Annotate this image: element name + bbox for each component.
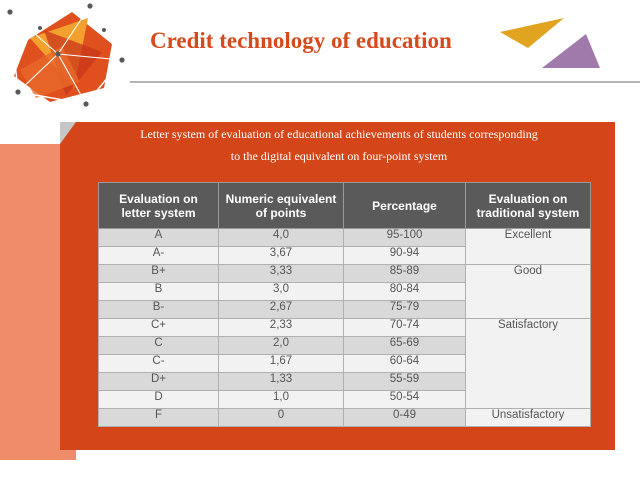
header-letter: Evaluation on letter system [99,183,219,229]
cell-percentage: 95-100 [344,229,466,247]
cell-percentage: 75-79 [344,301,466,319]
triangles-decoration-icon [500,16,604,74]
cell-percentage: 60-64 [344,355,466,373]
table-row [99,409,591,427]
cell-numeric: 2,0 [219,337,344,355]
cell-letter: C- [99,355,219,373]
header-percentage: Percentage [344,183,466,229]
cell-numeric: 3,0 [219,283,344,301]
cell-percentage: 50-54 [344,391,466,409]
cell-letter: A- [99,247,219,265]
page-title: Credit technology of education [150,28,452,53]
cell-percentage: 90-94 [344,247,466,265]
cell-numeric: 1,0 [219,391,344,409]
cell-numeric: 1,67 [219,355,344,373]
cell-numeric: 4,0 [219,229,344,247]
cell-percentage: 0-49 [344,409,466,427]
cell-percentage: 85-89 [344,265,466,283]
cell-percentage: 65-69 [344,337,466,355]
header-traditional: Evaluation on traditional system [466,183,591,229]
cell-letter: D+ [99,373,219,391]
panel-notch [60,122,76,144]
cell-letter: B- [99,301,219,319]
cell-traditional: Unsatisfactory [466,409,591,427]
grading-table [98,182,591,427]
table-header-row [99,183,591,229]
cell-numeric: 2,33 [219,319,344,337]
header-numeric: Numeric equivalent of points [219,183,344,229]
cell-percentage: 80-84 [344,283,466,301]
cell-percentage: 70-74 [344,319,466,337]
panel-subtitle-line1: Letter system of evaluation of educational achievements of students corresponding [140,127,538,141]
cell-letter: D [99,391,219,409]
table-row [99,265,591,283]
cell-numeric: 1,33 [219,373,344,391]
logo-geometric-icon [0,0,130,110]
panel-subtitle-line2: to the digital equivalent on four-point system [230,149,448,163]
table-row [99,229,591,247]
cell-traditional: Excellent [466,229,591,265]
cell-traditional: Satisfactory [466,319,591,409]
header-divider [130,81,640,83]
cell-letter: B [99,283,219,301]
cell-letter: B+ [99,265,219,283]
cell-numeric: 2,67 [219,301,344,319]
cell-numeric: 3,33 [219,265,344,283]
cell-letter: F [99,409,219,427]
cell-letter: C [99,337,219,355]
cell-letter: A [99,229,219,247]
table-row [99,319,591,337]
panel-subtitle [80,123,598,167]
cell-letter: C+ [99,319,219,337]
cell-percentage: 55-59 [344,373,466,391]
cell-numeric: 3,67 [219,247,344,265]
cell-numeric: 0 [219,409,344,427]
cell-traditional: Good [466,265,591,319]
